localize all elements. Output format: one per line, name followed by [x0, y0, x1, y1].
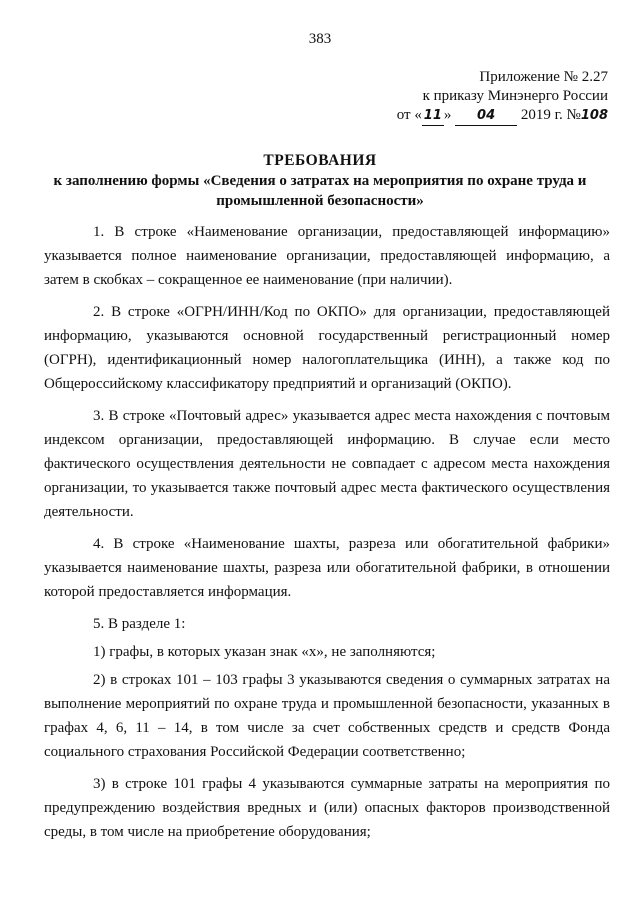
appendix-title: Приложение № 2.27	[479, 69, 608, 85]
handwritten-day: 11	[422, 106, 444, 126]
paragraph-1: 1. В строке «Наименование организации, предоставляющей информацию» указывается полное наименование организации, предоставляющей информацию, а затем в скобках – сокращенное ее наименование (при наличии).	[44, 224, 610, 288]
date-mid: »	[443, 107, 452, 123]
appendix-order-ref: к приказу Минэнерго России	[422, 88, 608, 104]
handwritten-order-number: 108	[580, 108, 608, 123]
document-body	[44, 220, 610, 852]
paragraph-5-item-1: 1) графы, в которых указан знак «х», не заполняются;	[93, 644, 436, 660]
handwritten-month: 04	[455, 106, 517, 126]
title-main: ТРЕБОВАНИЯ	[263, 152, 377, 169]
document-title	[40, 151, 600, 211]
title-sub-line2: промышленной безопасности»	[216, 193, 424, 209]
paragraph-3: 3. В строке «Почтовый адрес» указывается адрес места нахождения с почтовым индексом организации, предоставляющей информацию. В случае если место фактического осуществления деятельности не совпадает с адресом места нахождения организации, то указывается также почтовый адрес места фактического осуществления деятельности.	[44, 408, 610, 520]
paragraph-5-item-3: 3) в строке 101 графы 4 указываются суммарные затраты на мероприятия по предупреждению воздействия вредных и (или) опасных факторов производственной среды, в том числе на приобретение оборудования;	[44, 776, 610, 840]
paragraph-5-item-2: 2) в строках 101 – 103 графы 3 указываются сведения о суммарных затратах на выполнение мероприятий по охране труда и промышленной безопасности, указанных в графах 4, 6, 11 – 14, в том числе за счет собственных средств и средств Фонда социального страхования Российской Федерации соответственно;	[44, 672, 610, 760]
title-sub-line1: к заполнению формы «Сведения о затратах на мероприятия по охране труда и	[53, 173, 587, 189]
date-prefix: от «	[396, 107, 422, 123]
appendix-date-line	[397, 106, 608, 126]
paragraph-2: 2. В строке «ОГРН/ИНН/Код по ОКПО» для организации, предоставляющей информацию, указываются основной государственный регистрационный номер (ОГРН), идентификационный номер налогоплательщика (ИНН), а также код по Общероссийскому классификатору предприятий и организаций (ОКПО).	[44, 304, 610, 392]
paragraph-5: 5. В разделе 1:	[93, 616, 186, 632]
date-year: 2019 г. №	[520, 107, 581, 123]
page-number: 383	[308, 31, 332, 47]
appendix-header	[397, 68, 608, 126]
paragraph-4: 4. В строке «Наименование шахты, разреза или обогатительной фабрики» указывается наименование шахты, разреза или обогатительной фабрики, в отношении которой предоставляется информация.	[44, 536, 610, 600]
